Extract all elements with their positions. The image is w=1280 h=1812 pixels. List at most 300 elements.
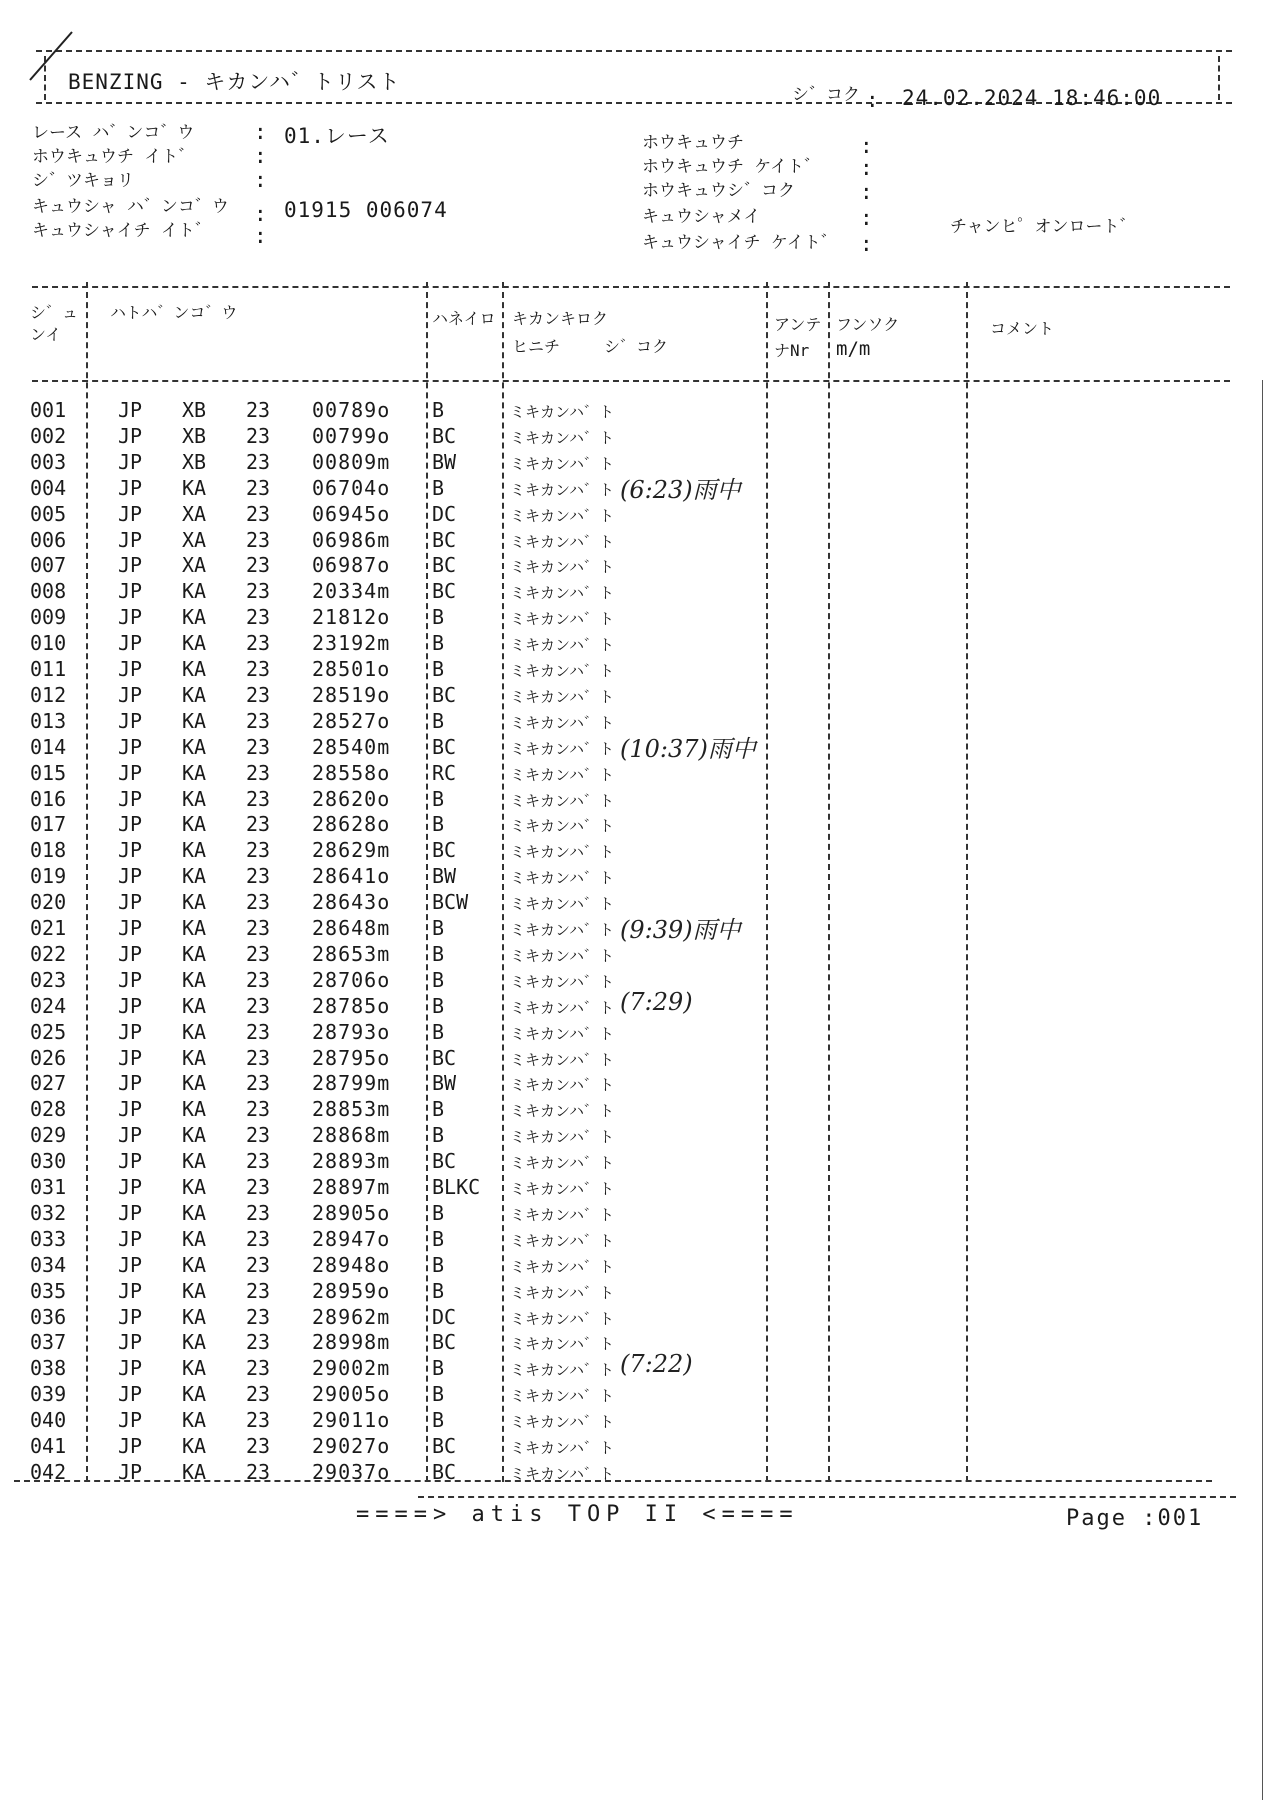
ring-number: 28620o xyxy=(312,786,391,811)
ring-year: 23 xyxy=(246,605,271,630)
ring-year: 23 xyxy=(246,1356,271,1381)
result-status: ミキカンハ゛ト xyxy=(510,1180,614,1198)
ring-series: KA xyxy=(182,786,207,811)
feather-color: BW xyxy=(432,864,457,889)
ring-number: 20334m xyxy=(312,579,391,604)
table-header-bottom-border xyxy=(32,380,1230,382)
result-status: ミキカンハ゛ト xyxy=(510,1464,614,1483)
rank-number: 028 xyxy=(30,1097,67,1122)
ring-year: 23 xyxy=(246,916,271,940)
feather-color: DC xyxy=(432,1304,457,1329)
feather-color: BC xyxy=(432,1434,457,1458)
ring-number: 28653m xyxy=(312,941,391,966)
result-status: ミキカンハ゛ト xyxy=(510,972,614,991)
country-code: JP xyxy=(118,1045,143,1070)
header-time: シ゛コク xyxy=(604,337,669,356)
ring-year: 23 xyxy=(246,734,271,759)
ring-series: KA xyxy=(182,1408,207,1433)
table-row xyxy=(0,1175,1280,1201)
ring-number: 06704o xyxy=(312,475,391,500)
ring-year: 23 xyxy=(246,579,271,604)
feather-color: B xyxy=(432,1408,445,1433)
ring-number: 28998m xyxy=(312,1330,391,1355)
ring-year: 23 xyxy=(246,1097,271,1122)
table-row xyxy=(0,528,1280,554)
ring-series: XA xyxy=(182,553,207,578)
country-code: JP xyxy=(118,449,143,474)
ring-number: 28947o xyxy=(312,1226,391,1251)
rank-number: 035 xyxy=(30,1278,67,1303)
result-status: ミキカンハ゛ト xyxy=(510,1361,614,1380)
ring-series: KA xyxy=(182,1382,207,1407)
ring-series: XB xyxy=(182,423,207,448)
result-status: ミキカンハ゛ト xyxy=(510,998,614,1017)
country-code: JP xyxy=(118,1278,143,1303)
ring-number: 28527o xyxy=(312,708,391,733)
feather-color: BC xyxy=(432,527,457,552)
ring-year: 23 xyxy=(246,1175,271,1199)
table-row xyxy=(0,579,1280,605)
ring-year: 23 xyxy=(246,708,271,733)
country-code: JP xyxy=(118,1356,143,1381)
ring-series: KA xyxy=(182,1434,207,1458)
ring-series: KA xyxy=(182,631,207,656)
ring-year: 23 xyxy=(246,553,271,578)
rank-number: 009 xyxy=(30,605,67,630)
rank-number: 001 xyxy=(30,398,67,422)
table-top-border xyxy=(32,286,1230,288)
feather-color: B xyxy=(432,941,445,966)
ring-number: 29037o xyxy=(312,1459,391,1484)
rank-number: 032 xyxy=(30,1200,67,1225)
country-code: JP xyxy=(118,993,143,1018)
ring-series: KA xyxy=(182,1200,207,1225)
ring-number: 29002m xyxy=(312,1356,391,1381)
result-status: ミキカンハ゛ト xyxy=(510,1439,614,1457)
rank-number: 025 xyxy=(30,1019,67,1044)
rank-number: 012 xyxy=(30,682,67,707)
meta-label: キュウシャイチ ケイト゛ xyxy=(642,233,838,253)
ring-series: KA xyxy=(182,1226,207,1251)
rank-number: 002 xyxy=(30,423,67,448)
ring-year: 23 xyxy=(246,1459,271,1484)
ring-series: KA xyxy=(182,1356,207,1381)
ring-year: 23 xyxy=(246,838,271,863)
feather-color: RC xyxy=(432,760,457,785)
result-status: ミキカンハ゛ト xyxy=(510,843,614,862)
ring-year: 23 xyxy=(246,864,271,889)
feather-color: BC xyxy=(432,1149,457,1174)
title-right-border xyxy=(1218,56,1220,100)
page-number: Page :001 xyxy=(1066,1506,1204,1531)
result-status: ミキカンハ゛ト xyxy=(510,1231,614,1250)
feather-color: B xyxy=(432,1123,445,1148)
country-code: JP xyxy=(118,1434,143,1458)
ring-number: 28799m xyxy=(312,1071,391,1096)
result-status: ミキカンハ゛ト xyxy=(510,1387,614,1406)
handwritten-note: (10:37)雨中 xyxy=(620,734,756,763)
rank-number: 018 xyxy=(30,838,67,863)
ring-number: 28795o xyxy=(312,1045,391,1070)
feather-color: BW xyxy=(432,1071,457,1096)
country-code: JP xyxy=(118,864,143,889)
result-status: ミキカンハ゛ト xyxy=(510,817,614,836)
header-result: キカンキロク xyxy=(512,309,609,328)
handwritten-note: (7:29) xyxy=(620,987,693,1016)
result-status: ミキカンハ゛ト xyxy=(510,791,614,810)
ring-number: 28959o xyxy=(312,1278,391,1303)
result-status: ミキカンハ゛ト xyxy=(510,558,614,577)
ring-series: KA xyxy=(182,734,207,759)
country-code: JP xyxy=(118,967,143,992)
country-code: JP xyxy=(118,1123,143,1148)
result-status: ミキカンハ゛ト xyxy=(510,1024,614,1043)
ring-number: 28868m xyxy=(312,1123,391,1148)
country-code: JP xyxy=(118,579,143,604)
feather-color: B xyxy=(432,1382,445,1407)
ring-number: 23192m xyxy=(312,631,391,656)
country-code: JP xyxy=(118,1382,143,1407)
feather-color: BLKC xyxy=(432,1175,481,1199)
ring-year: 23 xyxy=(246,657,271,681)
table-row xyxy=(0,1149,1280,1175)
table-row xyxy=(0,1279,1280,1305)
rank-number: 017 xyxy=(30,812,67,837)
feather-color: B xyxy=(432,657,445,681)
ring-year: 23 xyxy=(246,501,271,526)
table-row xyxy=(0,1350,1280,1382)
time-label: シ゛コク xyxy=(792,85,860,105)
footer-border xyxy=(418,1496,1236,1498)
country-code: JP xyxy=(118,1304,143,1329)
ring-series: KA xyxy=(182,1252,207,1277)
ring-year: 23 xyxy=(246,1434,271,1458)
header-rank: シ゛ュ xyxy=(30,303,79,322)
rank-number: 042 xyxy=(30,1459,67,1484)
feather-color: BC xyxy=(432,553,457,578)
country-code: JP xyxy=(118,1330,143,1355)
ring-number: 29005o xyxy=(312,1382,391,1407)
feather-color: B xyxy=(432,631,445,656)
ring-year: 23 xyxy=(246,812,271,837)
ring-year: 23 xyxy=(246,760,271,785)
ring-number: 28893m xyxy=(312,1149,391,1174)
ring-number: 28629m xyxy=(312,838,391,863)
result-status: ミキカンハ゛ト xyxy=(510,662,614,680)
result-status: ミキカンハ゛ト xyxy=(510,739,614,758)
feather-color: BC xyxy=(432,838,457,863)
feather-color: BC xyxy=(432,1459,457,1484)
rank-number: 007 xyxy=(30,553,67,578)
ring-year: 23 xyxy=(246,1200,271,1225)
ring-year: 23 xyxy=(246,423,271,448)
ring-series: KA xyxy=(182,864,207,889)
ring-series: KA xyxy=(182,1045,207,1070)
country-code: JP xyxy=(118,1252,143,1277)
ring-number: 28628o xyxy=(312,812,391,837)
table-row xyxy=(0,1434,1280,1460)
ring-number: 28643o xyxy=(312,890,391,915)
country-code: JP xyxy=(118,1200,143,1225)
country-code: JP xyxy=(118,605,143,630)
ring-number: 28540m xyxy=(312,734,391,759)
rank-number: 005 xyxy=(30,501,67,526)
country-code: JP xyxy=(118,708,143,733)
country-code: JP xyxy=(118,838,143,863)
ring-series: XB xyxy=(182,449,207,474)
result-status: ミキカンハ゛ト xyxy=(510,869,614,888)
result-status: ミキカンハ゛ト xyxy=(510,1050,614,1069)
result-status: ミキカンハ゛ト xyxy=(510,713,614,732)
ring-series: KA xyxy=(182,1019,207,1044)
handwritten-note: (7:22) xyxy=(620,1350,693,1379)
table-row xyxy=(0,838,1280,864)
table-row xyxy=(0,1382,1280,1408)
rank-number: 029 xyxy=(30,1123,67,1148)
country-code: JP xyxy=(118,553,143,578)
rank-number: 038 xyxy=(30,1356,67,1381)
country-code: JP xyxy=(118,1226,143,1251)
result-status: ミキカンハ゛ト xyxy=(510,1413,614,1432)
ring-number: 00789o xyxy=(312,398,391,422)
country-code: JP xyxy=(118,941,143,966)
header-date: ヒニチ xyxy=(512,337,561,356)
table-row xyxy=(0,605,1280,631)
table-row xyxy=(0,1071,1280,1097)
meta-label: ホウキュウチ イト゛ xyxy=(32,147,196,167)
country-code: JP xyxy=(118,734,143,759)
country-code: JP xyxy=(118,398,143,422)
ring-year: 23 xyxy=(246,993,271,1018)
page-title: BENZING - キカンハ゛トリスト xyxy=(68,70,401,94)
table-row xyxy=(0,1227,1280,1253)
feather-color: BC xyxy=(432,682,457,707)
table-row xyxy=(0,735,1280,761)
table-row xyxy=(0,812,1280,838)
result-status: ミキカンハ゛ト xyxy=(510,584,614,603)
ring-series: KA xyxy=(182,1175,207,1199)
rank-number: 021 xyxy=(30,916,67,940)
ring-series: KA xyxy=(182,1278,207,1303)
rank-number: 033 xyxy=(30,1226,67,1251)
rank-number: 030 xyxy=(30,1149,67,1174)
loft-number: 01915 006074 xyxy=(284,198,448,222)
feather-color: BC xyxy=(432,734,457,759)
ring-series: KA xyxy=(182,838,207,863)
ring-year: 23 xyxy=(246,1045,271,1070)
feather-color: B xyxy=(432,1226,445,1251)
ring-series: KA xyxy=(182,682,207,707)
rank-number: 037 xyxy=(30,1330,67,1355)
ring-series: KA xyxy=(182,941,207,966)
ring-year: 23 xyxy=(246,1408,271,1433)
ring-number: 29011o xyxy=(312,1408,391,1433)
rank-number: 013 xyxy=(30,708,67,733)
feather-color: BC xyxy=(432,1045,457,1070)
rank-number: 004 xyxy=(30,475,67,500)
table-row xyxy=(0,1305,1280,1331)
handwritten-note: (6:23)雨中 xyxy=(620,475,741,504)
ring-year: 23 xyxy=(246,786,271,811)
rank-number: 039 xyxy=(30,1382,67,1407)
result-status: ミキカンハ゛ト xyxy=(510,765,614,784)
top-border xyxy=(36,50,1232,52)
rank-number: 036 xyxy=(30,1304,67,1329)
rank-number: 031 xyxy=(30,1175,67,1199)
table-row xyxy=(0,987,1280,1020)
rank-number: 008 xyxy=(30,579,67,604)
ring-series: XB xyxy=(182,398,207,422)
ring-number: 06987o xyxy=(312,553,391,578)
table-row xyxy=(0,553,1280,579)
ring-series: KA xyxy=(182,579,207,604)
country-code: JP xyxy=(118,890,143,915)
table-row xyxy=(0,761,1280,787)
rank-number: 010 xyxy=(30,631,67,656)
table-row xyxy=(0,1046,1280,1072)
table-row xyxy=(0,1123,1280,1149)
ring-year: 23 xyxy=(246,1226,271,1251)
ring-year: 23 xyxy=(246,890,271,915)
ring-number: 06986m xyxy=(312,527,391,552)
feather-color: B xyxy=(432,1019,445,1044)
feather-color: B xyxy=(432,1278,445,1303)
rank-number: 020 xyxy=(30,890,67,915)
feather-color: B xyxy=(432,708,445,733)
ring-series: KA xyxy=(182,1330,207,1355)
ring-year: 23 xyxy=(246,1304,271,1329)
ring-number: 28948o xyxy=(312,1252,391,1277)
country-code: JP xyxy=(118,1019,143,1044)
result-status: ミキカンハ゛ト xyxy=(510,1257,614,1276)
country-code: JP xyxy=(118,475,143,500)
ring-series: KA xyxy=(182,812,207,837)
table-row xyxy=(0,864,1280,890)
table-row xyxy=(0,631,1280,657)
meta-label: ホウキュウシ゛コク xyxy=(642,181,795,201)
feather-color: BC xyxy=(432,579,457,604)
rank-number: 022 xyxy=(30,941,67,966)
feather-color: B xyxy=(432,1097,445,1122)
feather-color: B xyxy=(432,605,445,630)
ring-year: 23 xyxy=(246,682,271,707)
ring-year: 23 xyxy=(246,1019,271,1044)
result-status: ミキカンハ゛ト xyxy=(510,921,614,939)
ring-number: 28785o xyxy=(312,993,391,1018)
ring-series: KA xyxy=(182,1149,207,1174)
ring-series: KA xyxy=(182,605,207,630)
ring-series: KA xyxy=(182,1071,207,1096)
meta-label: キュウシャイチ イト゛ xyxy=(32,221,212,241)
result-status: ミキカンハ゛ト xyxy=(510,1128,614,1147)
rank-number: 024 xyxy=(30,993,67,1018)
feather-color: BW xyxy=(432,449,457,474)
country-code: JP xyxy=(118,1459,143,1484)
ring-number: 28962m xyxy=(312,1304,391,1329)
feather-color: B xyxy=(432,1356,445,1381)
footer-system-name: ====> atis TOP II <==== xyxy=(356,1502,799,1527)
table-row xyxy=(0,683,1280,709)
rank-number: 034 xyxy=(30,1252,67,1277)
table-row xyxy=(0,942,1280,968)
ring-series: KA xyxy=(182,993,207,1018)
header-antenna: アンテ xyxy=(774,315,822,334)
rank-number: 026 xyxy=(30,1045,67,1070)
ring-number: 00799o xyxy=(312,423,391,448)
table-row xyxy=(0,1253,1280,1279)
result-status: ミキカンハ゛ト xyxy=(510,403,614,421)
table-row xyxy=(0,787,1280,813)
rank-number: 011 xyxy=(30,657,67,681)
ring-year: 23 xyxy=(246,631,271,656)
feather-color: B xyxy=(432,812,445,837)
table-row xyxy=(0,1201,1280,1227)
result-status: ミキカンハ゛ト xyxy=(510,1309,614,1328)
result-status: ミキカンハ゛ト xyxy=(510,1283,614,1302)
result-status: ミキカンハ゛ト xyxy=(510,428,614,447)
rank-number: 016 xyxy=(30,786,67,811)
feather-color: BC xyxy=(432,423,457,448)
feather-color: B xyxy=(432,1252,445,1277)
result-status: ミキカンハ゛ト xyxy=(510,1205,614,1224)
ring-number: 28558o xyxy=(312,760,391,785)
header-color: ハネイロ xyxy=(432,309,496,328)
result-status: ミキカンハ゛ト xyxy=(510,895,614,914)
ring-year: 23 xyxy=(246,967,271,992)
table-row xyxy=(0,657,1280,683)
rank-number: 019 xyxy=(30,864,67,889)
ring-year: 23 xyxy=(246,941,271,966)
rank-number: 015 xyxy=(30,760,67,785)
ring-year: 23 xyxy=(246,1382,271,1407)
table-row xyxy=(0,1408,1280,1434)
ring-year: 23 xyxy=(246,1252,271,1277)
feather-color: B xyxy=(432,786,445,811)
table-row xyxy=(0,916,1280,942)
result-status: ミキカンハ゛ト xyxy=(510,946,614,965)
rank-number: 040 xyxy=(30,1408,67,1433)
table-row xyxy=(0,476,1280,502)
meta-label: ホウキュウチ xyxy=(642,133,744,153)
ring-number: 28853m xyxy=(312,1097,391,1122)
table-row xyxy=(0,502,1280,528)
feather-color: BCW xyxy=(432,890,469,915)
ring-series: KA xyxy=(182,1097,207,1122)
ring-number: 28897m xyxy=(312,1175,391,1199)
result-status: ミキカンハ゛ト xyxy=(510,480,614,499)
table-row xyxy=(0,1460,1280,1486)
ring-year: 23 xyxy=(246,1278,271,1303)
result-status: ミキカンハ゛ト xyxy=(510,1154,614,1173)
ring-series: KA xyxy=(182,1304,207,1329)
ring-year: 23 xyxy=(246,1330,271,1355)
ring-number: 21812o xyxy=(312,605,391,630)
country-code: JP xyxy=(118,682,143,707)
feather-color: B xyxy=(432,475,445,500)
result-status: ミキカンハ゛ト xyxy=(510,610,614,629)
ring-year: 23 xyxy=(246,1071,271,1096)
country-code: JP xyxy=(118,1071,143,1096)
result-status: ミキカンハ゛ト xyxy=(510,687,614,706)
ring-series: XA xyxy=(182,501,207,526)
result-status: ミキカンハ゛ト xyxy=(510,1076,614,1095)
rank-number: 003 xyxy=(30,449,67,474)
ring-series: KA xyxy=(182,1123,207,1148)
ring-year: 23 xyxy=(246,527,271,552)
country-code: JP xyxy=(118,501,143,526)
ring-number: 28641o xyxy=(312,864,391,889)
ring-series: KA xyxy=(182,708,207,733)
